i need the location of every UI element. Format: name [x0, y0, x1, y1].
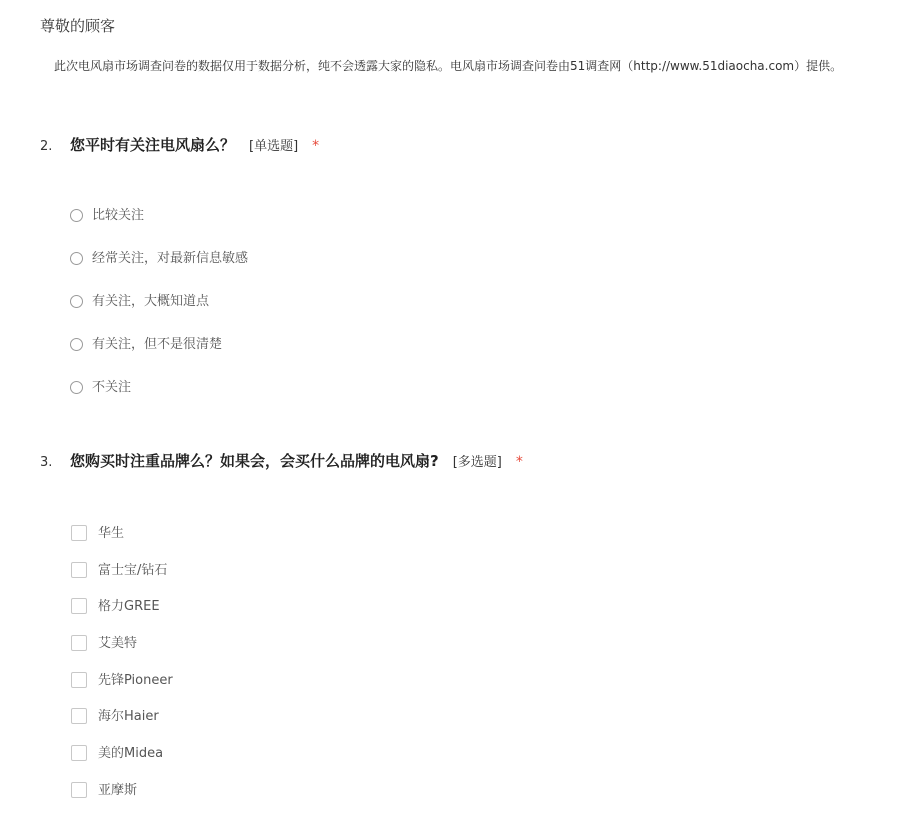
question-type: [多选题] [452, 455, 502, 470]
radio-button[interactable] [70, 252, 83, 265]
checkbox[interactable] [71, 782, 87, 798]
checkbox-option[interactable] [71, 744, 173, 781]
radio-button[interactable] [70, 381, 83, 394]
question-type: [单选题] [249, 139, 299, 154]
checkbox[interactable] [71, 635, 87, 651]
question-3-header [40, 450, 523, 474]
checkbox-option[interactable] [71, 707, 173, 744]
radio-option[interactable] [70, 292, 248, 335]
checkbox-option[interactable] [71, 671, 173, 708]
radio-option-label[interactable]: 经常关注，对最新信息敏感 [92, 251, 249, 266]
question-number: 2. [40, 139, 53, 154]
radio-button[interactable] [70, 295, 83, 308]
radio-option[interactable] [70, 206, 248, 249]
required-mark: * [515, 454, 523, 470]
radio-button[interactable] [70, 338, 83, 351]
question-2-options [70, 206, 248, 421]
checkbox-option[interactable] [71, 634, 173, 671]
radio-option-label[interactable]: 不关注 [92, 380, 132, 395]
checkbox-option-label[interactable]: 艾美特 [98, 636, 138, 652]
question-number: 3. [40, 455, 53, 470]
radio-option-label[interactable]: 有关注，但不是很清楚 [92, 337, 223, 352]
checkbox-option-label[interactable]: 华生 [98, 526, 125, 541]
checkbox-option[interactable] [71, 781, 173, 818]
checkbox-option[interactable] [71, 561, 173, 598]
question-3-options [71, 524, 173, 818]
checkbox[interactable] [71, 562, 87, 578]
checkbox[interactable] [71, 525, 87, 541]
checkbox[interactable] [71, 708, 87, 724]
checkbox-option-label[interactable]: 海尔Haier [98, 709, 159, 725]
radio-option-label[interactable]: 有关注，大概知道点 [92, 294, 210, 309]
question-2-header [40, 134, 319, 158]
checkbox[interactable] [71, 745, 87, 761]
question-title: 您平时有关注电风扇么？ [70, 136, 236, 154]
question-title: 您购买时注重品牌么？如果会，会买什么品牌的电风扇? [70, 452, 439, 470]
radio-button[interactable] [70, 209, 83, 222]
radio-option[interactable] [70, 378, 248, 421]
checkbox-option-label[interactable]: 富士宝/钻石 [98, 562, 168, 578]
checkbox[interactable] [71, 672, 87, 688]
survey-intro: 此次电风扇市场调查问卷的数据仅用于数据分析，纯不会透露大家的隐私。电风扇市场调查问卷由51调查网（http://www.51diaocha.com）提供。 [54, 59, 843, 73]
checkbox-option-label[interactable]: 亚摩斯 [98, 782, 138, 798]
checkbox-option[interactable] [71, 597, 173, 634]
checkbox[interactable] [71, 598, 87, 614]
required-mark: * [312, 138, 320, 154]
checkbox-option-label[interactable]: 格力GREE [98, 599, 160, 615]
checkbox-option[interactable] [71, 524, 173, 561]
checkbox-option-label[interactable]: 先锋Pioneer [98, 672, 173, 688]
radio-option-label[interactable]: 比较关注 [92, 208, 145, 223]
survey-greeting: 尊敬的顾客 [40, 17, 116, 35]
radio-option[interactable] [70, 335, 248, 378]
radio-option[interactable] [70, 249, 248, 292]
checkbox-option-label[interactable]: 美的Midea [98, 746, 164, 762]
